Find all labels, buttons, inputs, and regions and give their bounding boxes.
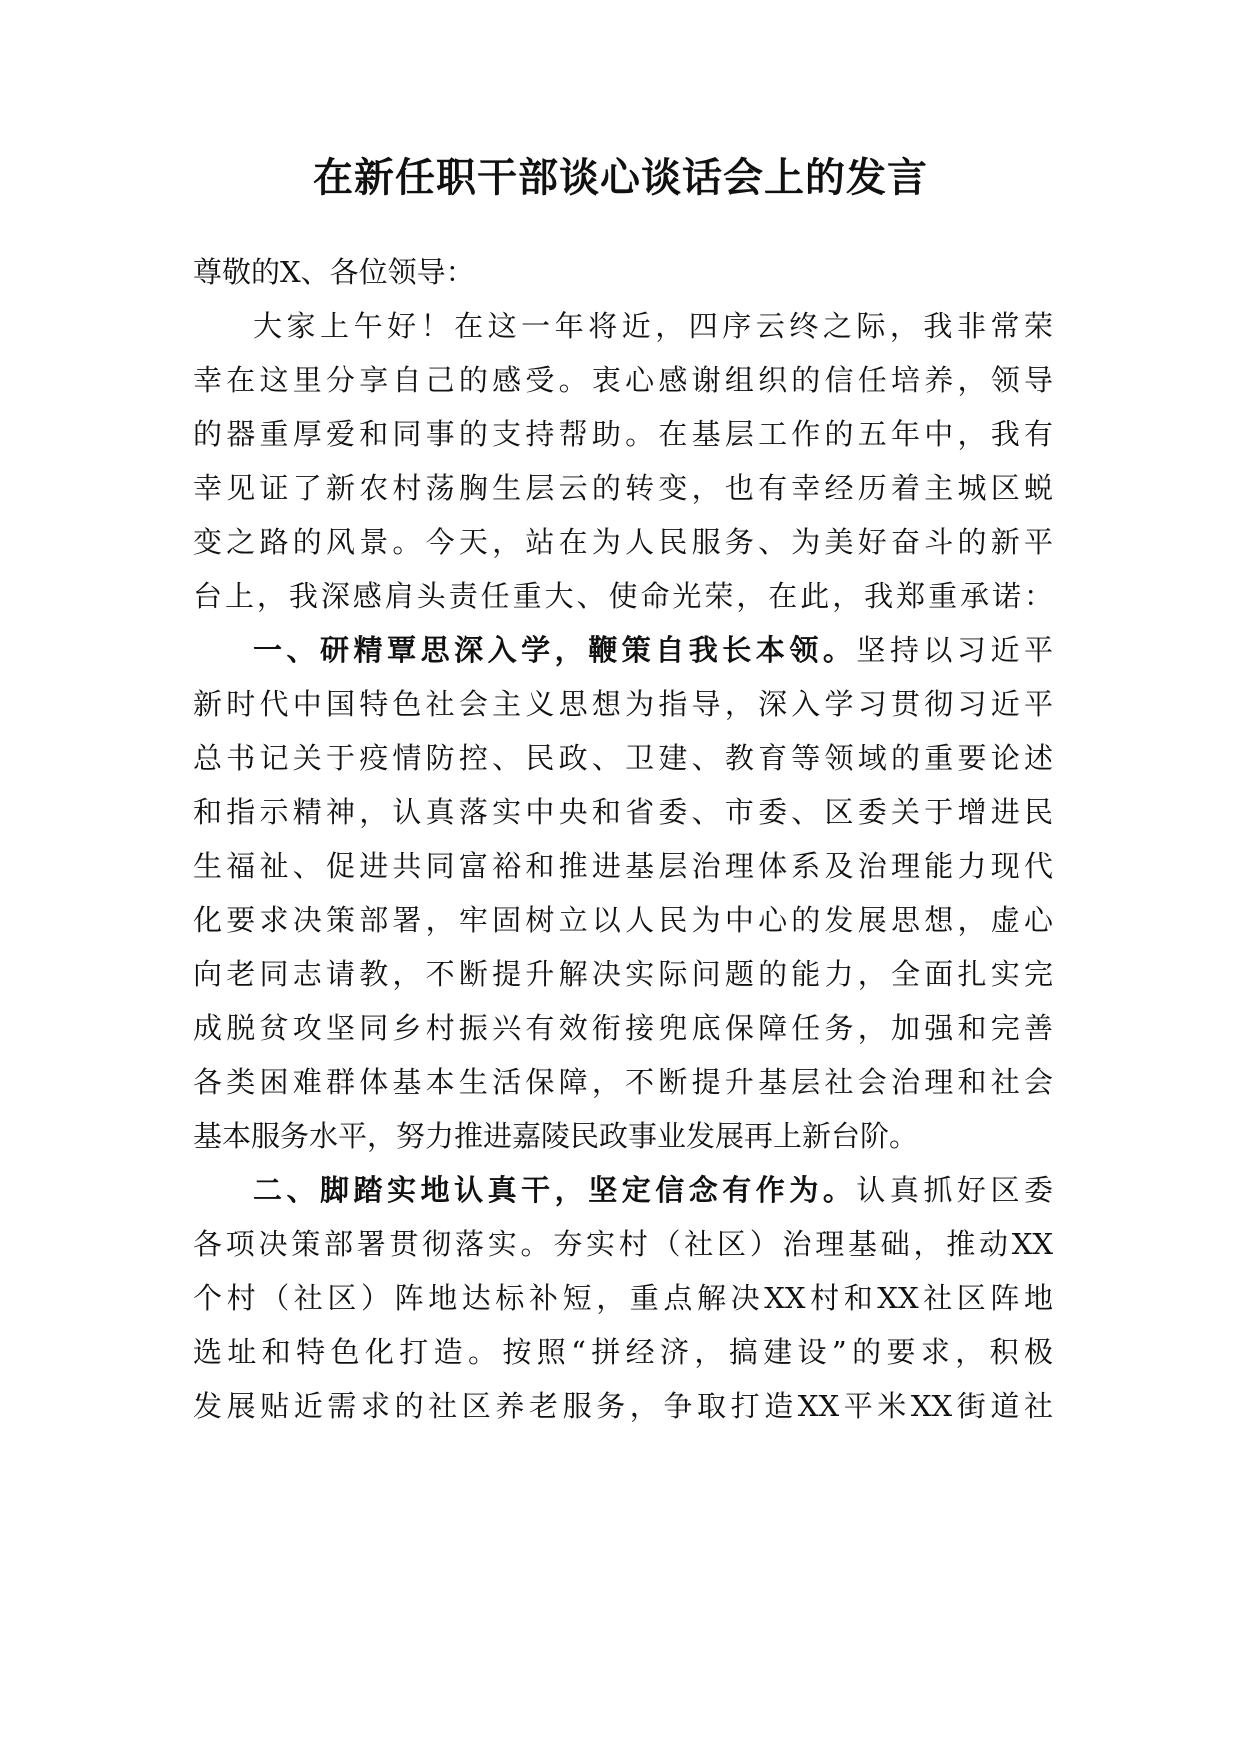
paragraph-1-line: 幸见证了新农村荡胸生层云的转变，也有幸经历着主城区蜕 (193, 471, 1053, 505)
document-title: 在新任职干部谈心谈话会上的发言 (313, 155, 928, 201)
paragraph-1-line: 台上，我深感肩头责任重大、使命光荣，在此，我郑重承诺： (193, 579, 1053, 613)
section-2-first-line (253, 1162, 1053, 1218)
section-1-line: 基本服务水平，努力推进嘉陵民政事业发展再上新台阶。 (193, 1119, 919, 1153)
section-2-line: 选址和特色化打造。按照“拼经济，搞建设”的要求，积极 (193, 1335, 1053, 1369)
section-2-heading: 二、脚踏实地认真干，坚定信念有作为。 (253, 1173, 857, 1207)
section-2-line: 发展贴近需求的社区养老服务，争取打造XX平米XX街道社 (193, 1389, 1053, 1423)
section-2-line: 各项决策部署贯彻落实。夯实村（社区）治理基础，推动XX (193, 1227, 1053, 1261)
section-1-heading: 一、研精覃思深入学，鞭策自我长本领。 (253, 633, 857, 667)
section-1-line: 生福祉、促进共同富裕和推进基层治理体系及治理能力现代 (193, 849, 1053, 883)
section-1-line: 向老同志请教，不断提升解决实际问题的能力，全面扎实完 (193, 957, 1053, 991)
section-1-line: 成脱贫攻坚同乡村振兴有效衔接兜底保障任务，加强和完善 (193, 1011, 1053, 1045)
paragraph-1-line: 变之路的风景。今天，站在为人民服务、为美好奋斗的新平 (193, 525, 1053, 559)
section-1-line: 新时代中国特色社会主义思想为指导，深入学习贯彻习近平 (193, 687, 1053, 721)
section-2-line: 个村（社区）阵地达标补短，重点解决XX村和XX社区阵地 (193, 1281, 1053, 1315)
paragraph-1-line: 的器重厚爱和同事的支持帮助。在基层工作的五年中，我有 (193, 417, 1053, 451)
paragraph-1-line: 大家上午好！在这一年将近，四序云终之际，我非常荣 (253, 309, 1053, 343)
section-1-line: 各类困难群体基本生活保障，不断提升基层社会治理和社会 (193, 1065, 1053, 1099)
section-1-line: 总书记关于疫情防控、民政、卫建、教育等领域的重要论述 (193, 741, 1053, 775)
section-1-first-line (253, 622, 1053, 678)
section-1-text: 坚持以习近平 (856, 633, 1053, 667)
salutation: 尊敬的X、各位领导： (193, 255, 475, 289)
section-1-line: 化要求决策部署，牢固树立以人民为中心的发展思想，虚心 (193, 903, 1053, 937)
section-2-text: 认真抓好区委 (856, 1173, 1053, 1207)
section-1-line: 和指示精神，认真落实中央和省委、市委、区委关于增进民 (193, 795, 1053, 829)
paragraph-1-line: 幸在这里分享自己的感受。衷心感谢组织的信任培养，领导 (193, 363, 1053, 397)
